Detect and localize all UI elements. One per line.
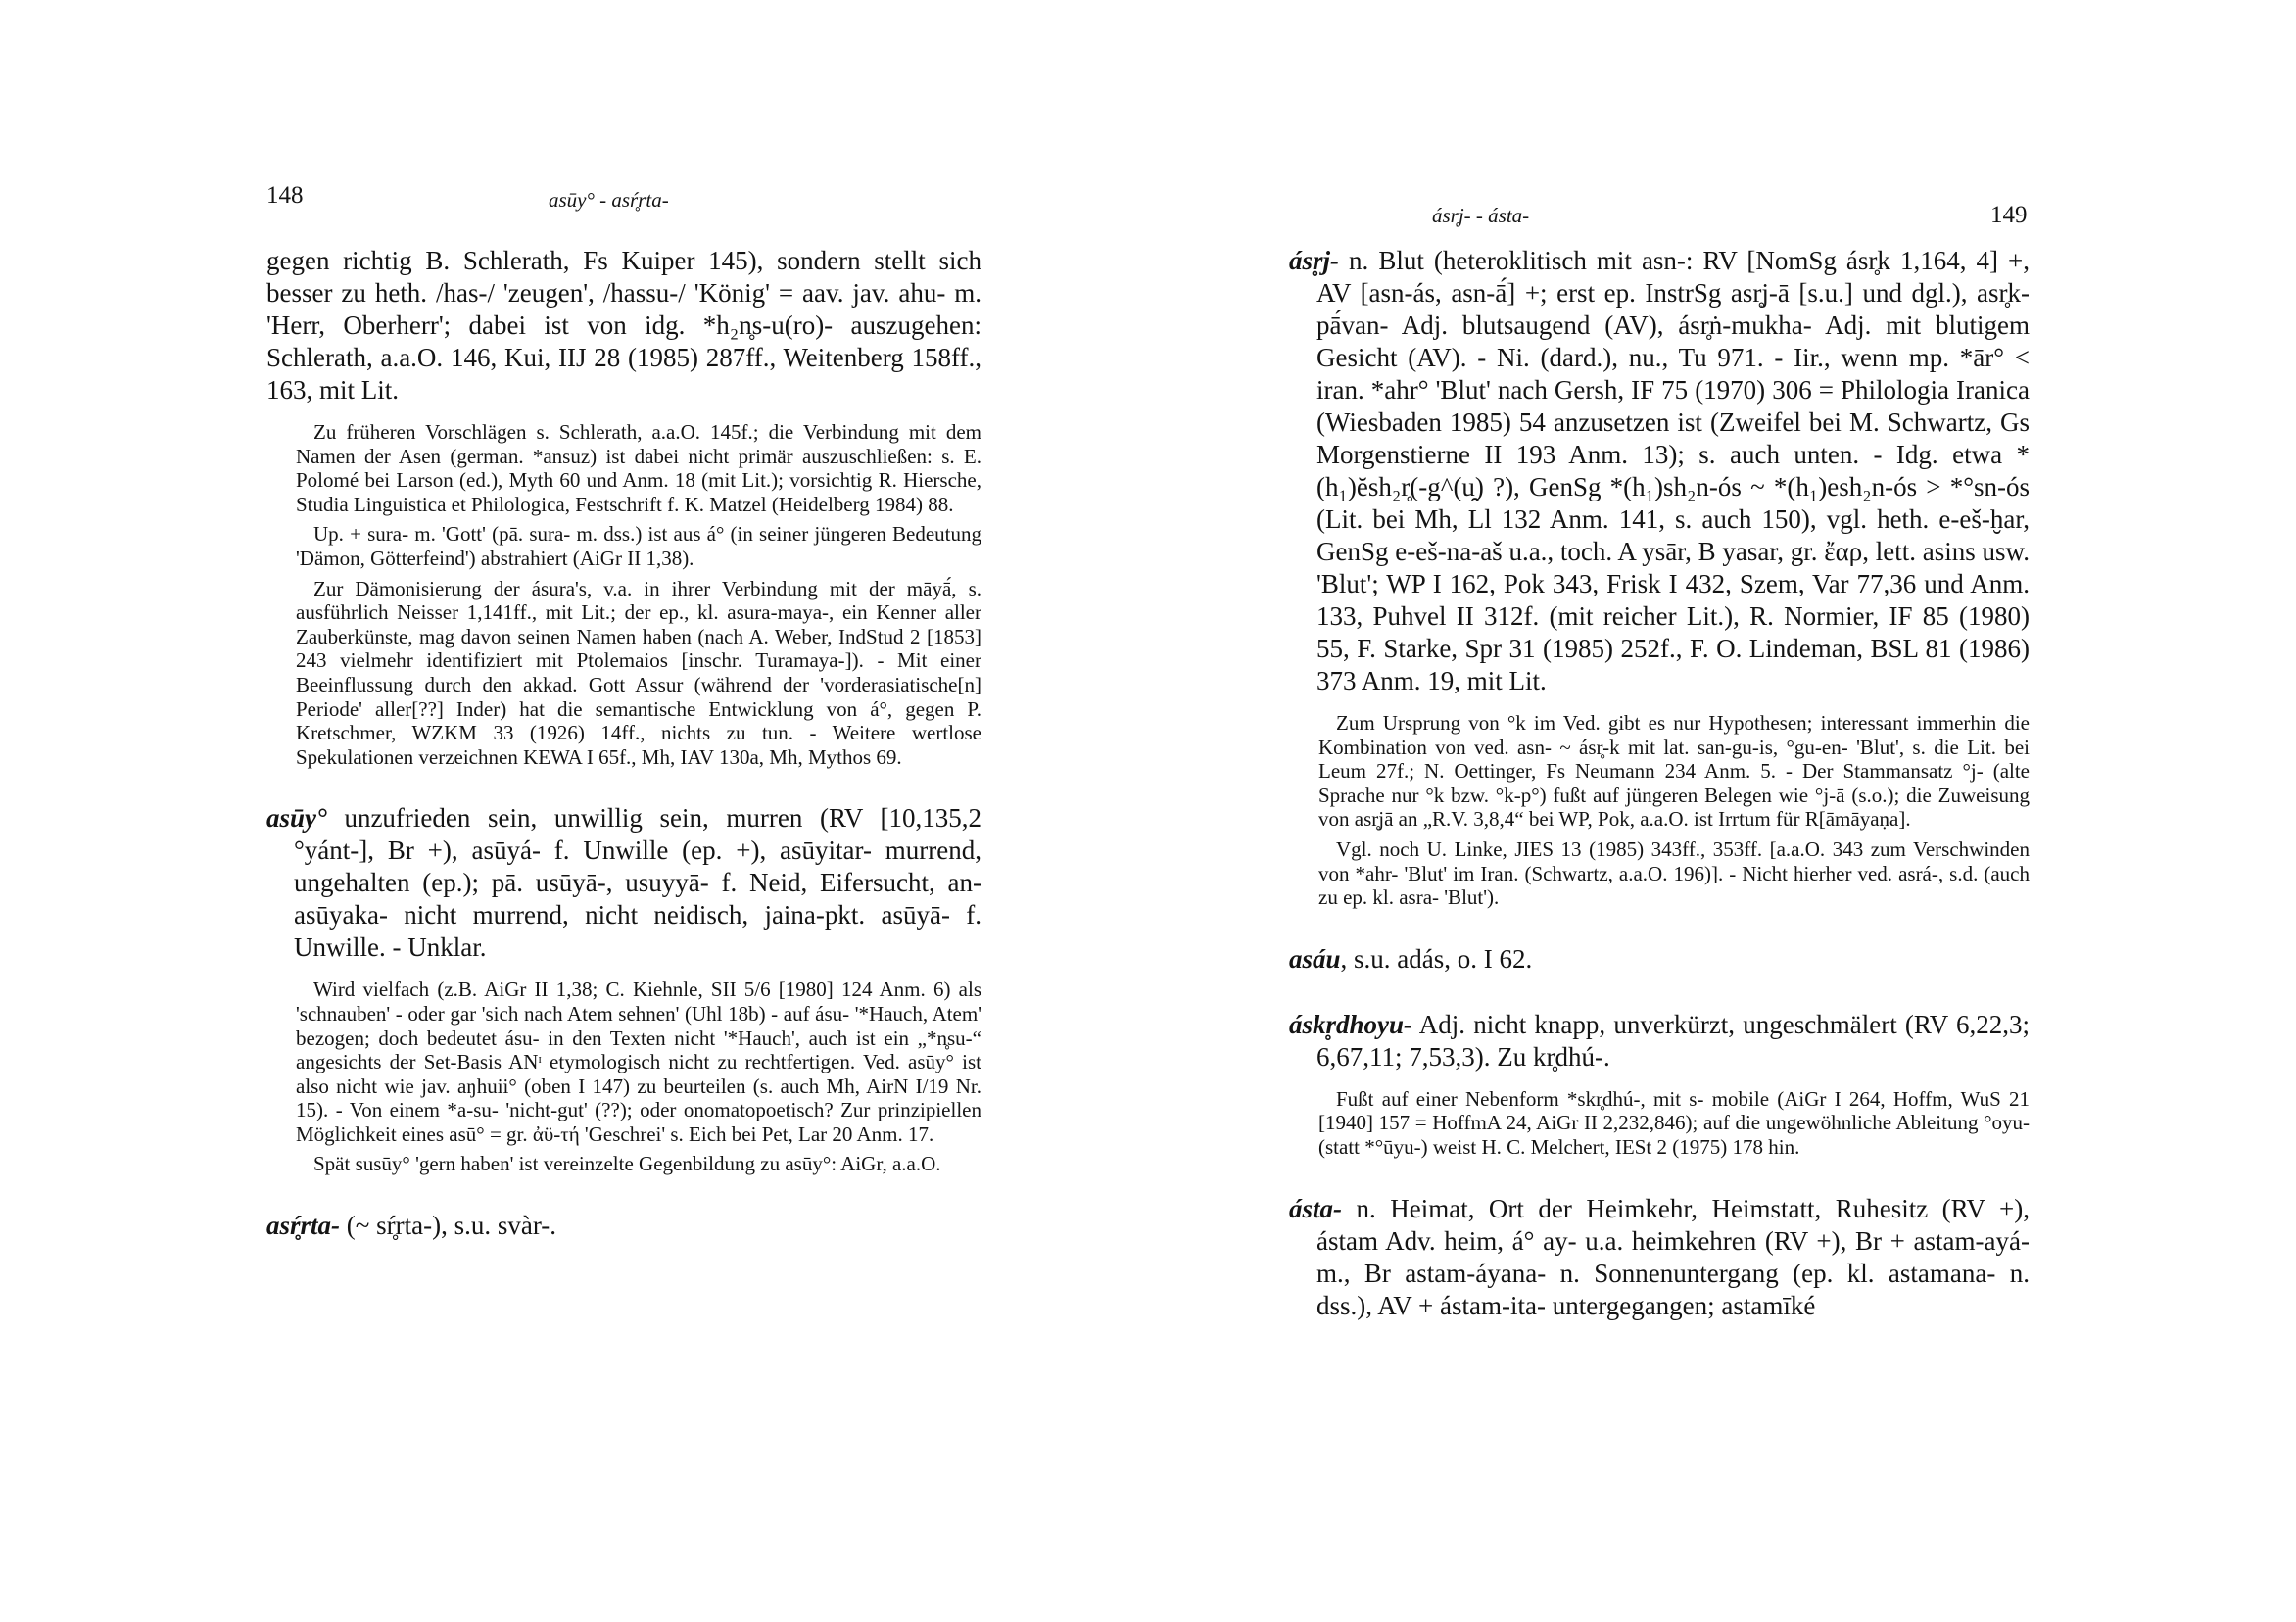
entry-headword: asŕ̥rta- xyxy=(266,1211,341,1241)
note-paragraph: Vgl. noch U. Linke, JIES 13 (1985) 343ff., 353ff. [a.a.O. 343 zum Verschwinden von *ahr- 'Blut' im Iran. (Schwartz, a.a.O. 196)]. - Nicht hierher ved. asrá-, s.d. (auch zu ep. kl. asra- 'Blut'). xyxy=(1318,836,2030,910)
left-column xyxy=(266,245,981,1242)
continued-paragraph: gegen richtig B. Schlerath, Fs Kuiper 145), sondern stellt sich besser zu heth. /has-/ 'zeugen', /hassu-/ 'König' = aav. jav. ahu- m. 'Herr, Oberherr'; dabei ist von idg. *h₂n̥s-u(ro)- auszugehen: Schlerath, a.a.O. 146, Kui, IIJ 28 (1985) 287ff., Weitenberg 158ff., 163, mit Lit. xyxy=(266,246,981,405)
note-paragraph: Wird vielfach (z.B. AiGr II 1,38; C. Kiehnle, SII 5/6 [1980] 124 Anm. 6) als 'schnauben' - oder gar 'sich nach Atem sehnen' (Uhl 18b) - auf ásu- '*Hauch, Atem' bezogen; doch bedeutet ásu- in den Texten nicht '*Hauch', auch ist ein „*n̥su-“ angesichts der Set-Basis ANᶦ etymologisch nicht zu rechtfertigen. Ved. asūy° ist also nicht wie jav. aŋhuii° (oben I 147) zu beurteilen (s. auch Mh, AirN I/19 Nr. 15). - Von einem *a-su- 'nicht-gut' (??); oder onomatopoetisch? Zur prinzipiellen Möglichkeit eines asū° = gr. ἀϋ-τή 'Geschrei' s. Eich bei Pet, Lar 20 Anm. 17. xyxy=(296,978,981,1146)
note-paragraph: Zu früheren Vorschlägen s. Schlerath, a.a.O. 145f.; die Verbindung mit dem Namen der Asen (german. *ansuz) ist dabei nicht primär auszuschließen: s. E. Polomé bei Larson (ed.), Myth 60 und Anm. 18 (mit Lit.); vorsichtig R. Hiersche, Studia Linguistica et Philologica, Festschrift f. K. Matzel (Heidelberg 1984) 88. xyxy=(296,420,981,516)
entry-definition: n. Heimat, Ort der Heimkehr, Heimstatt, Ruhesitz (RV +), ástam Adv. heim, á° ay- u.a. heimkehren (RV +), Br + astam-ayá- m., Br astam-áyana- n. Sonnenuntergang (ep. kl. astamana- n. dss.), AV + ástam-ita- untergegangen; astamīké xyxy=(1316,1193,2030,1320)
entry-headword: ásr̥j- xyxy=(1289,246,1340,275)
dictionary-entry xyxy=(1289,1193,2030,1322)
dictionary-entry xyxy=(266,1210,981,1242)
running-head: ásr̥j- - ásta- xyxy=(1432,204,1530,227)
right-page xyxy=(1148,0,2296,1622)
page-number: 148 xyxy=(266,182,304,209)
note-paragraph: Spät susūy° 'gern haben' ist vereinzelte Gegenbildung zu asūy°: AiGr, a.a.O. xyxy=(313,1152,941,1176)
note-paragraph: Zur Dämonisierung der ásura's, v.a. in ihrer Verbindung mit der māyā́, s. ausführlich Neisser 1,141ff., mit Lit.; der ep., kl. asura-maya-, ein Kenner aller Zauberkünste, mag davon seinen Namen haben (nach A. Weber, IndStud 2 [1853] 243 vielmehr identifiziert mit Ptolemaios [inschr. Turamaya-]). - Mit einer Beeinflussung durch den akkad. Gott Assur (während der 'vorderasiatische[n] Periode' aller[??] Inder) hat die semantische Entwicklung von á°, gegen P. Kretschmer, WZKM 33 (1926) 14ff., nichts zu tun. - Weitere wertlose Spekulationen verzeichnen KEWA I 65f., Mh, IAV 130a, Mh, Mythos 69. xyxy=(296,576,981,769)
dictionary-entry xyxy=(1289,943,2030,976)
note-paragraph: Fußt auf einer Nebenform *skr̥dhú-, mit s- mobile (AiGr I 264, Hoffm, WuS 21 [1940] 157 = HoffmA 24, AiGr II 2,232,846); auf die ungewöhnliche Ableitung °oyu- (statt *°ūyu-) weist H. C. Melchert, IESt 2 (1975) 178 hin. xyxy=(1318,1086,2030,1159)
note-paragraph: Up. + sura- m. 'Gott' (pā. sura- m. dss.) ist aus á° (in seiner jüngeren Bedeutung 'Dämon, Götterfeind') abstrahiert (AiGr II 1,38). xyxy=(296,522,981,570)
dictionary-entry xyxy=(1289,245,2030,697)
entry-definition: unzufrieden sein, unwillig sein, murren (RV [10,135,2 °yánt-], Br +), asūyá- f. Unwille (ep. +), asūyitar- murrend, ungehalten (ep.); pā. usūyā-, usuyyā- f. Neid, Eifersucht, an-asūyaka- nicht murrend, nicht neidisch, jaina-pkt. asūyā- f. Unwille. - Unklar. xyxy=(294,803,981,963)
entry-definition: (~ sŕ̥rta-), s.u. svàr-. xyxy=(340,1211,557,1241)
dictionary-entry xyxy=(1289,1009,2030,1073)
entry-headword: asūy° xyxy=(266,803,327,834)
entry-headword: áskr̥dhoyu- xyxy=(1289,1009,1413,1039)
entry-headword: asáu xyxy=(1289,943,1341,974)
entry-definition: , s.u. adás, o. I 62. xyxy=(1340,943,1533,974)
note-paragraph: Zum Ursprung von °k im Ved. gibt es nur Hypothesen; interessant immerhin die Kombination von ved. asn- ~ ásr̥-k mit lat. san-gu-is, °gu-en- 'Blut', s. die Lit. bei Leum 27f.; N. Oettinger, Fs Neumann 234 Anm. 5. - Der Stammansatz °j- (alte Sprache nur °k bzw. °k-p°) fußt auf jüngeren Belegen wie °j-ā (s.o.); die Zuweisung von asr̥jā an „R.V. 3,8,4“ bei WP, Pok, a.a.O. ist Irrtum für R[āmāyaṇa]. xyxy=(1318,711,2030,832)
entry-headword: ásta- xyxy=(1289,1193,1342,1223)
running-head: asūy° - asŕ̥rta- xyxy=(549,188,669,212)
entry-definition: n. Blut (heteroklitisch mit asn-: RV [NomSg ásr̥k 1,164, 4] +, AV [asn-ás, asn-ā́] +; erst ep. InstrSg asr̥j-ā [s.u.] und dgl.), asr̥k-pā́van- Adj. blutsaugend (AV), ásr̥ṅ-mukha- Adj. mit blutigem Gesicht (AV). - Ni. (dard.), nu., Tu 971. - Iir., wenn mp. *ār° < iran. *ahr° 'Blut' nach Gersh, IF 75 (1970) 306 = Philologia Iranica (Wiesbaden 1985) 54 anzusetzen ist (Zweifel bei M. Schwartz, Gs Morgenstierne II 193 Anm. 13); s. auch unten. - Idg. etwa *(h₁)ĕsh₂r̥(-g^(u̯) ?), GenSg *(h₁)sh₂n-ós ~ *(h₁)esh₂n-ós > *°sn-ós (Lit. bei Mh, Ll 132 Anm. 141, s. auch 150), vgl. heth. e-eš-ḫar, GenSg e-eš-na-aš u.a., toch. A ysār, B yasar, gr. ἔαρ, lett. asins usw. 'Blut'; WP I 162, Pok 343, Frisk I 432, Szem, Var 77,36 und Anm. 133, Puhvel II 312f. (mit reicher Lit.), R. Normier, IF 85 (1980) 55, F. Starke, Spr 31 (1985) 252f., F. O. Lindeman, BSL 81 (1986) 373 Anm. 19, mit Lit. xyxy=(1316,246,2030,695)
entry-definition: Adj. nicht knapp, unverkürzt, ungeschmälert (RV 6,22,3; 6,67,11; 7,53,3). Zu kr̥dhú-. xyxy=(1316,1009,2030,1072)
dictionary-entry xyxy=(266,802,981,964)
page-number: 149 xyxy=(1990,202,2028,228)
right-column xyxy=(1289,245,2030,1322)
